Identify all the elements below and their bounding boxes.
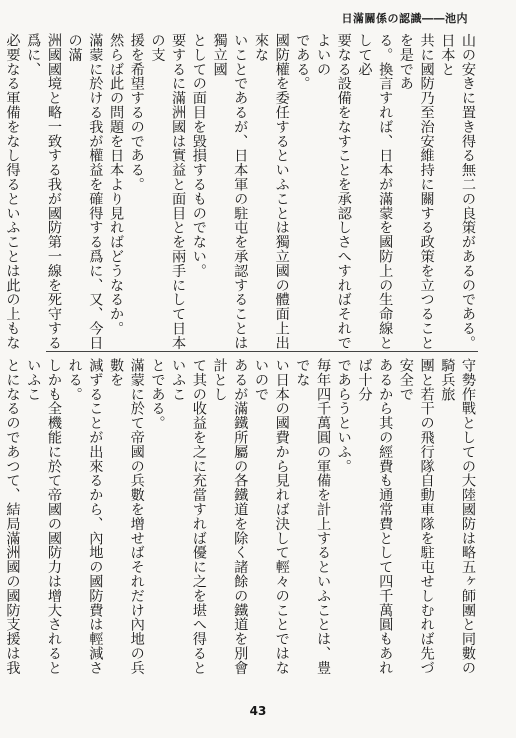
block-divider: [46, 351, 478, 352]
text-line: とになるのであつて、結局滿洲國の國防支援は我: [4, 358, 21, 675]
text-line: 國防權を委任するといふことは獨立國の體面上出來な: [252, 33, 290, 350]
text-line: て其の收益を之に充當すれば優に之を堪へ得るといふこ: [170, 358, 207, 675]
text-line: 減ずることが出來るから、內地の國防費は輕減される。: [66, 358, 104, 675]
text-line: あるが滿鐵所屬の各鐵道を除く諸餘の鐵道を別會計とし: [211, 358, 249, 675]
text-line: い日本の國費から見れば決して輕々のことではないので: [252, 358, 290, 675]
text-line: 滿蒙に於て帝國の兵數を增せばそれだけ內地の兵數を: [108, 358, 145, 675]
text-line: 要するに滿洲國は實益と面目とを兩手にして日本の支: [149, 33, 187, 350]
text-line: であらうといふ。: [335, 358, 352, 474]
text-line: である。: [294, 33, 311, 91]
text-line: 團と若干の飛行隊自動車隊を駐屯せしむれば先づ安全で: [397, 358, 435, 675]
text-line: あるから其の經費も通常費として四千萬圓もあれば十分: [356, 358, 394, 675]
running-header: 日滿關係の認識――池内: [341, 12, 468, 25]
text-line: 毎年四千萬圓の軍備を計上するといふことは、豊でな: [294, 358, 332, 675]
text-line: 山の安きに置き得る無二の良策があるのである。日本と: [439, 33, 476, 350]
text-line: 援を希望するのである。: [128, 33, 145, 192]
text-line: 必要なる軍備をなし得るといふことは此の上もな: [4, 33, 21, 350]
text-block-upper: [4, 33, 478, 351]
text-line: 然らば此の問題を日本より見ればどうなるか。: [108, 33, 125, 336]
text-line: 洲國國境と略一致する我が國防第一線を死守する爲に、: [25, 33, 62, 350]
text-line: しかも全機能に於て帝國の國防力は增大されるといふこ: [25, 358, 62, 675]
text-line: る。換言すれば、日本が滿蒙を國防上の生命線として必: [356, 33, 394, 350]
page-number: 43: [249, 704, 267, 718]
text-line: いことであるが、日本軍の駐屯を承認することは獨立國: [211, 33, 249, 350]
text-line: 守勢作戰としての大陸國防は略五ヶ師團と同數の騎兵旅: [439, 358, 476, 675]
text-line: とである。: [149, 358, 166, 430]
text-line: としての面目を毀損するものでない。: [190, 33, 207, 278]
text-line: 要なる設備をなすことを承認しさへすればそれでよいの: [315, 33, 352, 350]
text-block-lower: [4, 358, 478, 688]
text-line: 共に國防乃至治安維持に關する政策を立つることを是であ: [397, 33, 435, 350]
text-line: 滿蒙に於ける我が權益を確得する爲に、又、今日の滿: [66, 33, 104, 350]
